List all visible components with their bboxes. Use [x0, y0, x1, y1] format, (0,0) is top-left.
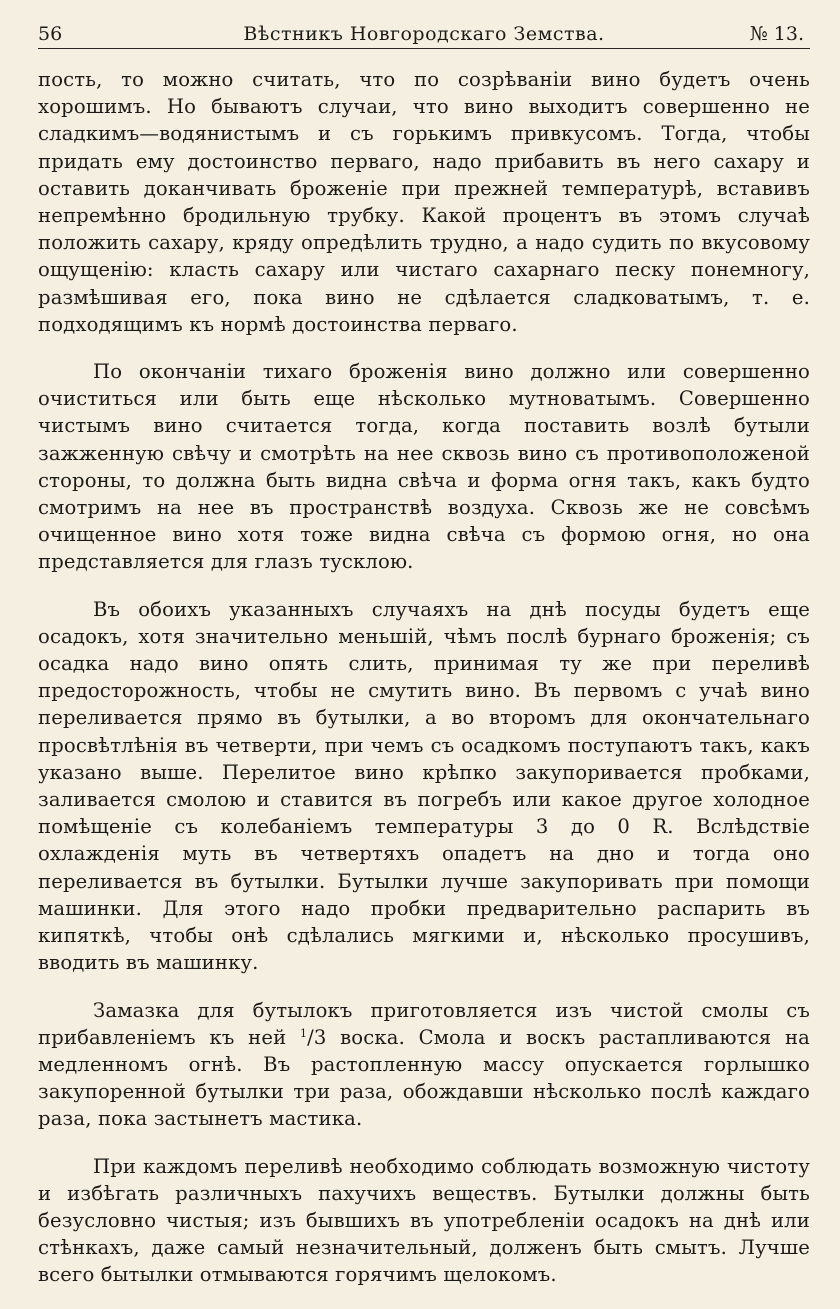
running-header — [38, 20, 810, 49]
paragraph: При каждомъ переливѣ необходимо соблюдать возможную чистоту и избѣгать различныхъ пахучихъ веществъ. Бутылки должны быть безусловно чистыя; изъ бывшихъ въ употребленіи осадокъ на днѣ или стѣнкахъ, даже самый незначительный, долженъ быть смытъ. Лучше всего бытылки отмываются горячимъ щелокомъ. — [38, 1154, 810, 1287]
paragraph: По окончаніи тихаго броженія вино должно или совершенно очиститься или быть еще нѣсколько мутноватымъ. Совершенно чистымъ вино считается тогда, когда поставить возлѣ бутыли зажженную свѣчу и смотрѣть на нее сквозь вино съ противоположеной стороны, то должна быть видна свѣча и форма огня такъ, какъ будто смотримъ на нее въ пространствѣ воздуха. Сквозь же не совсѣмъ очищенное вино хотя тоже видна свѣча съ формою огня, но она представляется для глазъ тусклою. — [38, 360, 810, 574]
paragraph: Въ обоихъ указанныхъ случаяхъ на днѣ посуды будетъ еще осадокъ, хотя значительно меньшій, чѣмъ послѣ бурнаго броженія; съ осадка надо вино опять слить, принимая ту же при переливѣ предосторожность, чтобы не смутить вино. Въ первомъ с учаѣ вино переливается прямо въ бутылки, а во второмъ для окончательнаго просвѣтлѣнія въ четверти, при чемъ съ осадкомъ поступаютъ такъ, какъ указано выше. Перелитое вино крѣпко закупоривается пробками, заливается смолою и ставится въ погребъ или какое другое холодное помѣщеніе съ колебаніемъ температуры 3 до 0 R. Вслѣдствіе охлажденія муть въ четвертяхъ опадетъ на дно и тогда оно переливается въ бутылки. Бутылки лучше закупоривать при помощи машинки. Для этого надо пробки предварительно распарить въ кипяткѣ, чтобы онѣ сдѣлались мягкими и, нѣсколько просушивъ, вводить въ машинку. — [38, 597, 810, 975]
paragraph: пость, то можно считать, что по созрѣваніи вино будетъ очень хорошимъ. Но бываютъ случаи, что вино выходитъ совершенно не сладкимъ—водянистымъ и съ горькимъ привкусомъ. Тогда, чтобы придать ему достоинство перваго, надо прибавить въ него сахару и оставить доканчивать броженіе при прежней температурѣ, вставивъ непремѣнно бродильную трубку. Какой процентъ въ этомъ случаѣ положить сахару, кряду опредѣлить трудно, а надо судить по вкусовому ощущенію: класть сахару или чистаго сахарнаго песку понемногу, размѣшивая его, пока вино не сдѣлается сладковатымъ, т. е. подходящимъ къ нормѣ достоинства перваго. — [38, 68, 810, 336]
paragraph — [38, 997, 810, 1133]
paragraph-text: Замазка для бутылокъ приготовляется изъ чистой смолы съ прибавленіемъ къ ней — [38, 998, 810, 1049]
page-number: 56 — [38, 23, 63, 45]
fraction-denominator: /3 — [307, 1025, 327, 1049]
issue-number: № 13. — [749, 23, 804, 45]
journal-title: Вѣстникъ Новгородскаго Земства. — [243, 23, 605, 45]
article-body — [38, 66, 810, 1309]
fraction-numerator: 1 — [299, 1026, 308, 1040]
paragraph-text: воска. Смола и воскъ растапливаются на медленномъ огнѣ. Въ растопленную массу опускается горлышко закупоренной бутылки три раза, обождавши нѣсколько послѣ каждаго раза, пока застынетъ мастика. — [38, 1025, 810, 1131]
